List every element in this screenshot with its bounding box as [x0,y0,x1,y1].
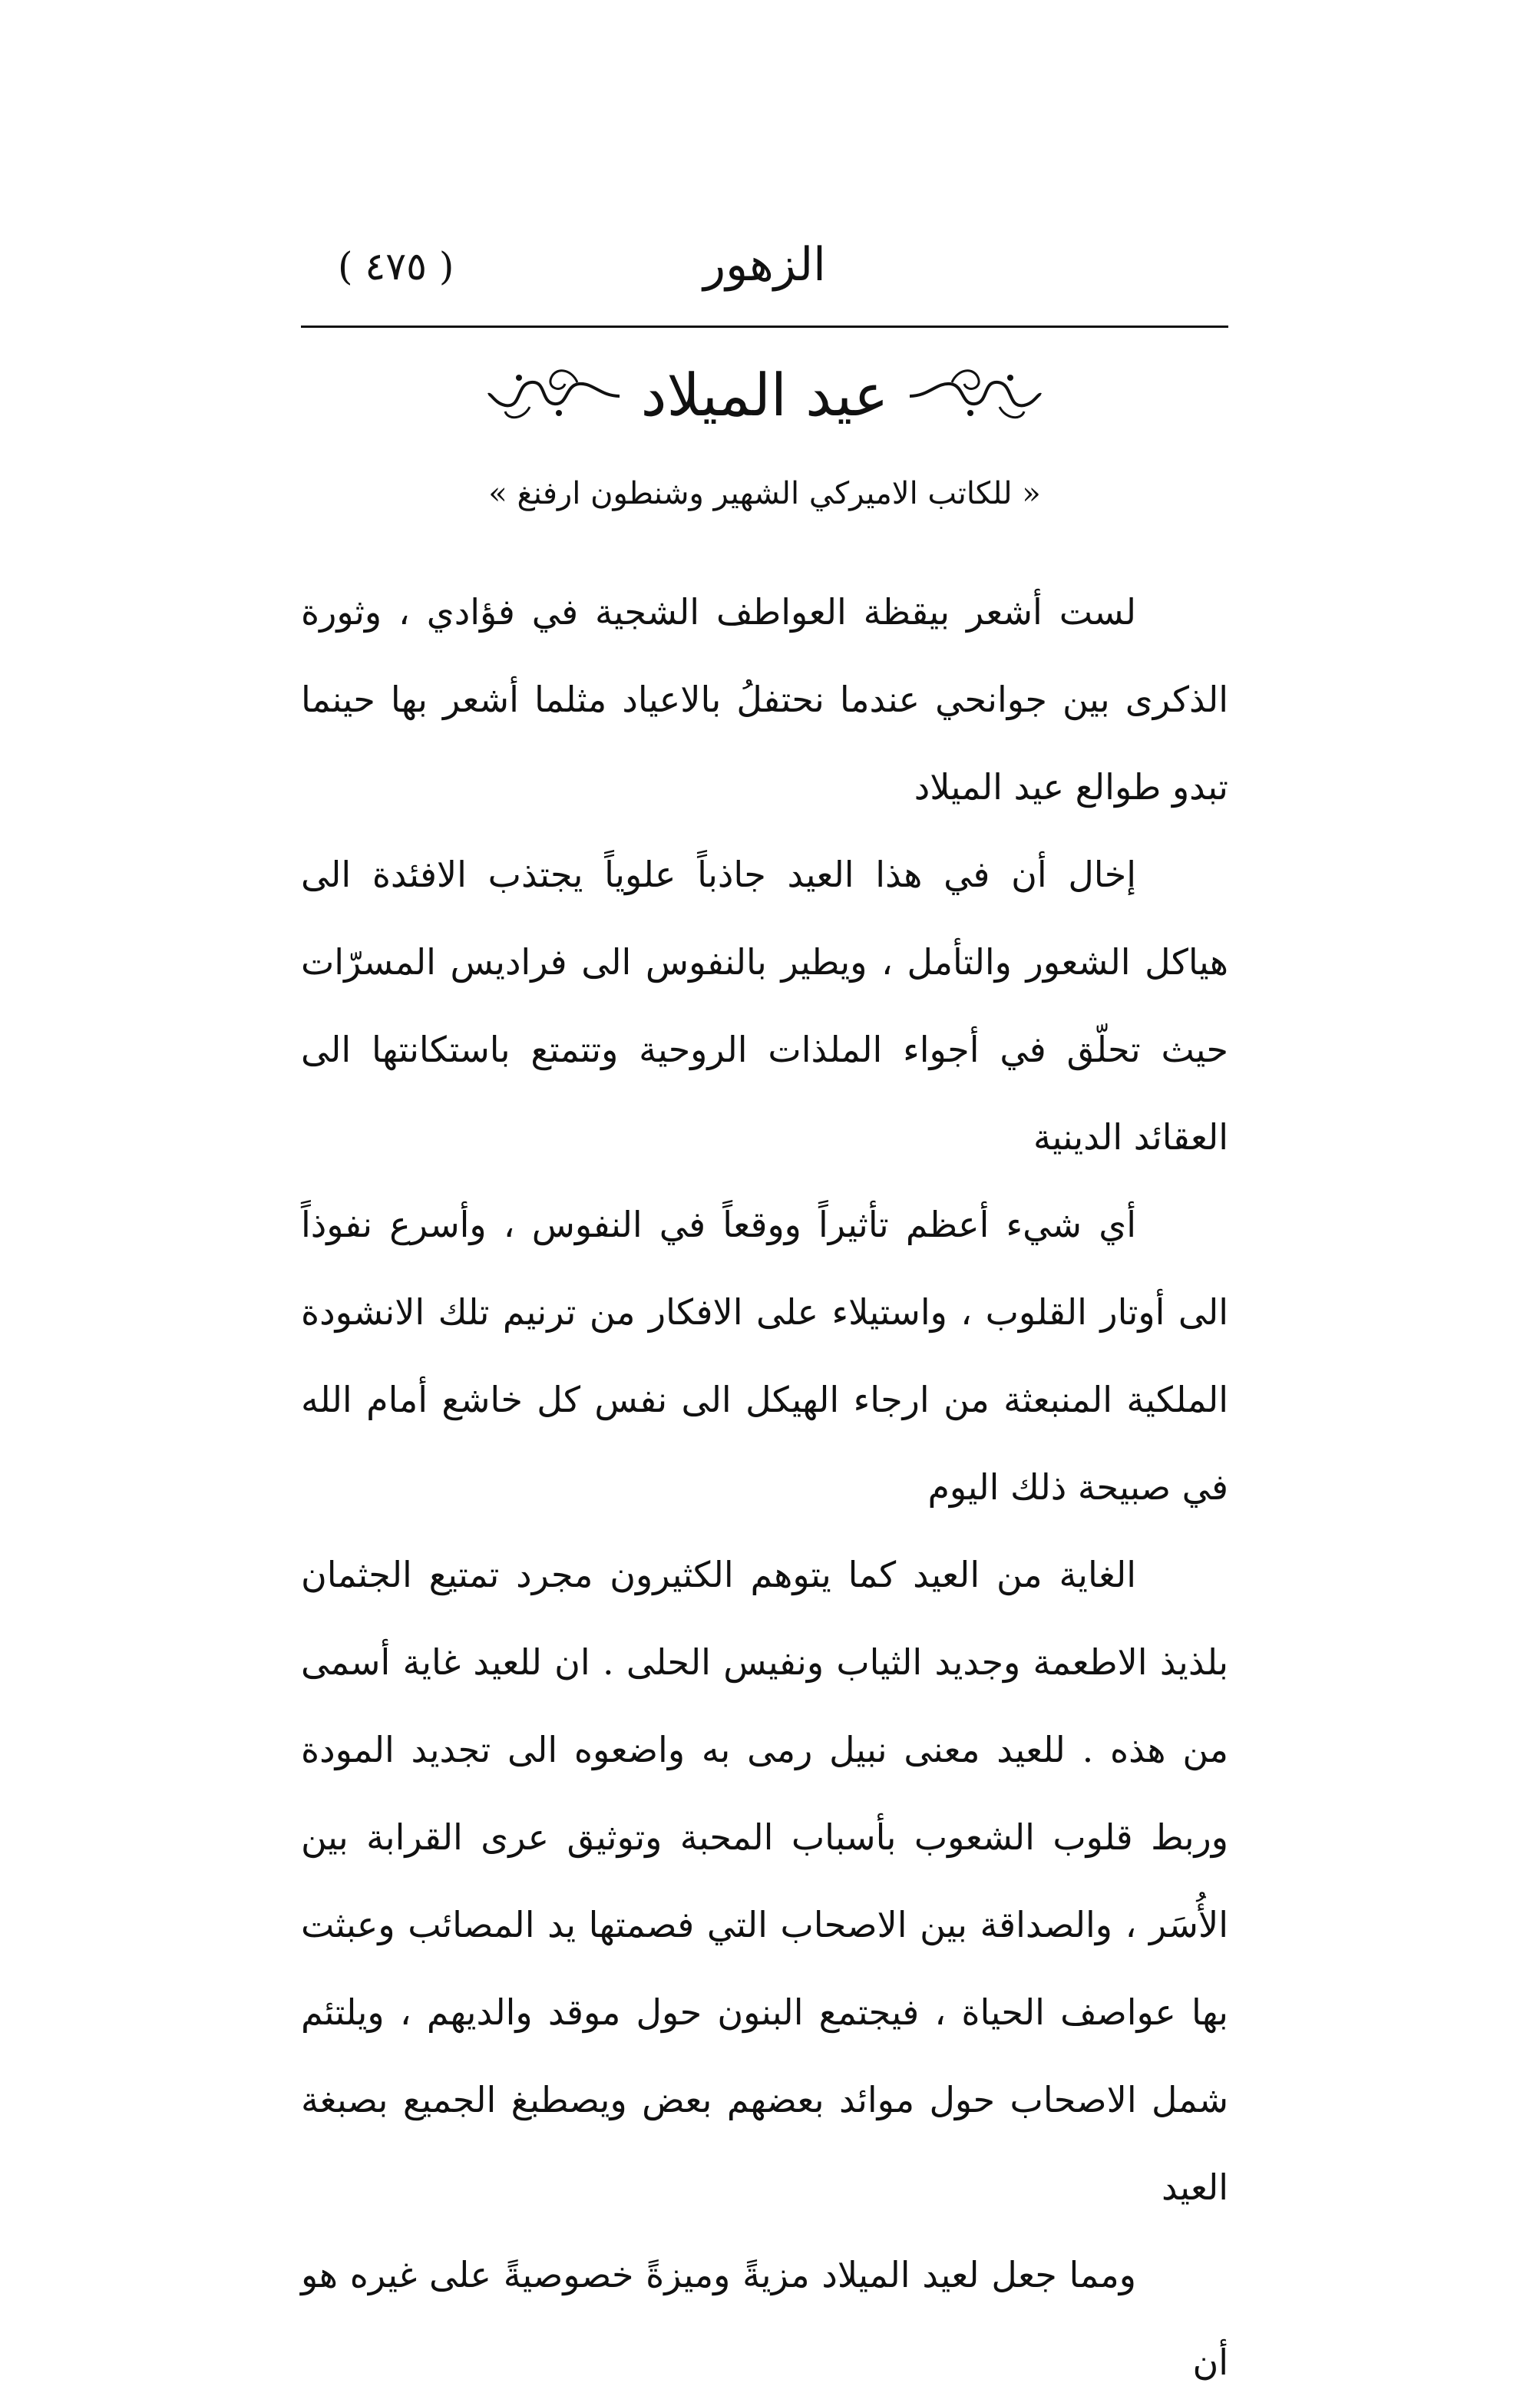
paragraph: ومما جعل لعيد الميلاد مزيةً وميزةً خصوصيةً على غيره هو أن [301,2254,1228,2383]
right-ornament-icon [906,359,1044,428]
article-title: عيد الميلاد [640,361,889,429]
paragraph: الغاية من العيد كما يتوهم الكثيرون مجرد تمتيع الجثمان بلذيذ الاطعمة وجديد الثياب ونفيس الحلى . ان للعيد غاية أسمى من هذه . للعيد معنى نبيل رمى به واضعوه الى تجديد المودة وربط قلوب الشعوب بأسباب المحبة وتوثيق عرى القرابة بين الأُسَر ، والصداقة بين الاصحاب التي فصمتها يد المصائب وعبثت بها عواصف الحياة ، فيجتمع البنون حول موقد والديهم ، ويلتئم شمل الاصحاب حول موائد بعضهم بعض ويصطبغ الجميع بصبغة العيد [301,1554,1228,2208]
article-body [301,568,1228,2406]
page-header [301,230,1228,315]
paragraph: أي شيء أعظم تأثيراً ووقعاً في النفوس ، وأسرع نفوذاً الى أوتار القلوب ، واستيلاء على الافكار من ترنيم تلك الانشودة الملكية المنبعثة من ارجاء الهيكل الى نفس كل خاشع أمام الله في صبيحة ذلك اليوم [301,1204,1228,1508]
byline: « للكاتب الاميركي الشهير وشنطون ارفنغ » [488,476,1041,511]
page-number: ( ٤٧٥ ) [338,244,454,289]
article-title-block [301,345,1228,453]
header-rule [301,326,1228,328]
paragraph: إخال أن في هذا العيد جاذباً علوياً يجتذب الافئدة الى هياكل الشعور والتأمل ، ويطير بالنفوس الى فراديس المسرّات حيث تحلّق في أجواء الملذات الروحية وتتمتع باستكانتها الى العقائد الدينية [301,854,1228,1158]
paragraph: لست أشعر بيقظة العواطف الشجية في فؤادي ، وثورة الذكرى بين جوانحي عندما نحتفلُ بالاعياد مثلما أشعر بها حينما تبدو طوالع عيد الميلاد [301,591,1228,808]
running-title: الزهور [703,238,826,292]
